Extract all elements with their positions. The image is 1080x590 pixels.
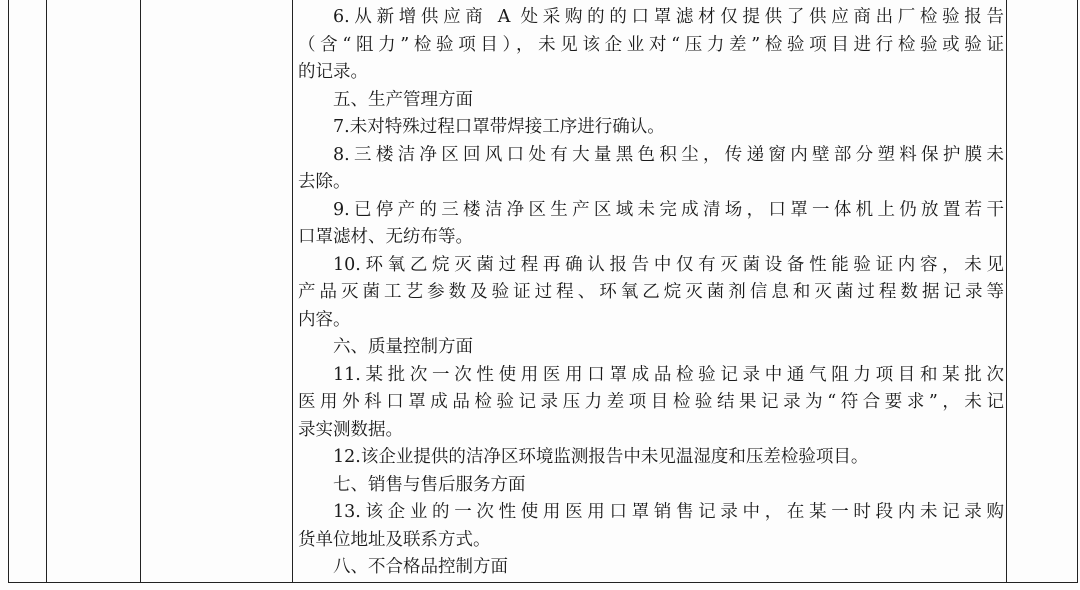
text-line: 12.该企业提供的洁净区环境监测报告中未见温湿度和压差检验项目。 (333, 447, 869, 467)
text-line: 10.环氧乙烷灭菌过程再确认报告中仅有灭菌设备性能验证内容，未见 (333, 254, 1004, 275)
text-line: 内容。 (298, 309, 351, 330)
table-border-right (1077, 0, 1078, 583)
text-line: 六、质量控制方面 (333, 337, 473, 357)
text-line: 11.某批次一次性使用医用口罩成品检验记录中通气阻力项目和某批次 (333, 364, 1004, 385)
table-column-divider-3 (292, 0, 293, 583)
text-line: 6.从新增供应商 A 处采购的的口罩滤材仅提供了供应商出厂检验报告 (333, 7, 1004, 27)
text-line: 去除。 (298, 172, 351, 192)
text-line: 医用外科口罩成品检验记录压力差项目检验结果记录为“符合要求”，未记 (298, 392, 1004, 412)
inspection-findings-cell (298, 4, 1004, 582)
text-line: 货单位地址及联系方式。 (298, 529, 491, 550)
table-column-divider-1 (46, 0, 47, 583)
text-line: 9.已停产的三楼洁净区生产区域未完成清场，口罩一体机上仍放置若干 (333, 199, 1004, 220)
text-line: 8.三楼洁净区回风口处有大量黑色积尘，传递窗内壁部分塑料保护膜未 (333, 144, 1004, 165)
text-line: 7.未对特殊过程口罩带焊接工序进行确认。 (333, 117, 665, 137)
text-line: 产品灭菌工艺参数及验证过程、环氧乙烷灭菌剂信息和灭菌过程数据记录等 (298, 282, 1004, 302)
table-border-left (8, 0, 9, 583)
text-line: 五、生产管理方面 (333, 89, 473, 110)
text-line: 七、销售与售后服务方面 (333, 474, 526, 495)
text-line: 的记录。 (298, 62, 368, 82)
text-line: 13.该企业的一次性使用医用口罩销售记录中，在某一时段内未记录购 (333, 502, 1004, 522)
text-line: 口罩滤材、无纺布等。 (298, 227, 473, 247)
table-column-divider-2 (140, 0, 141, 583)
table-column-divider-4 (1006, 0, 1007, 583)
text-line: 录实测数据。 (298, 419, 403, 440)
table-bottom-border (8, 582, 1078, 583)
text-line: 八、不合格品控制方面 (333, 557, 508, 577)
text-line: （含“阻力”检验项目），未见该企业对“压力差”检验项目进行检验或验证 (298, 34, 1004, 55)
